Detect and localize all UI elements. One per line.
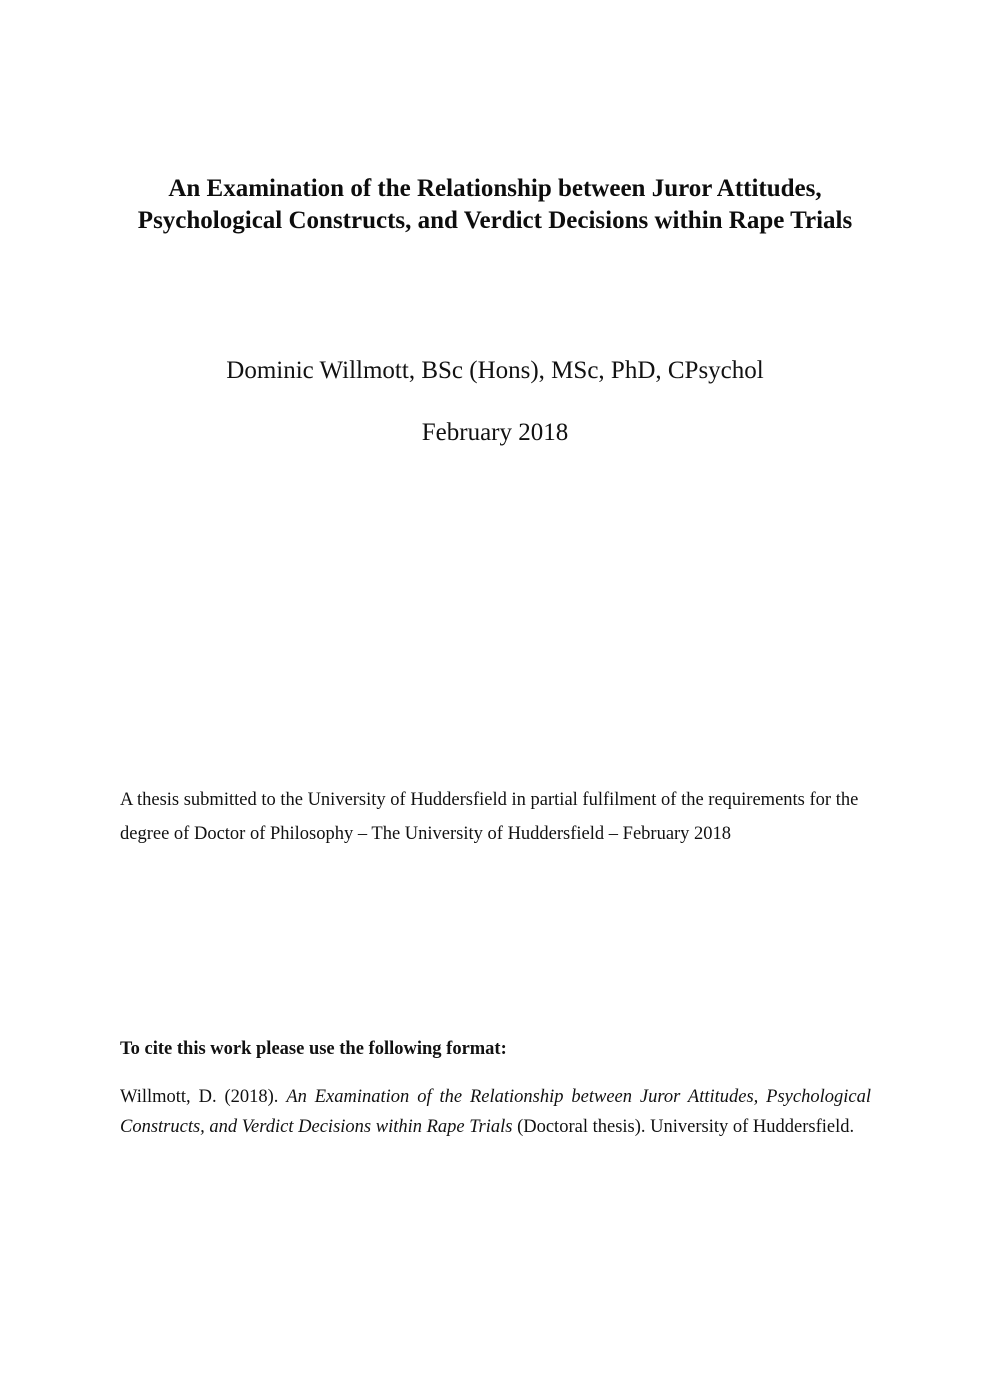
citation-work-type: (Doctoral thesis). University of Huddersfield. bbox=[512, 1116, 855, 1137]
thesis-title: An Examination of the Relationship between Juror Attitudes, Psychological Constructs, and Verdict Decisions within Rape Trials bbox=[137, 175, 853, 234]
citation-heading: To cite this work please use the following format: bbox=[120, 1039, 507, 1059]
submission-date: February 2018 bbox=[421, 419, 569, 446]
citation-work-title: An Examination of the Relationship between Juror Attitudes, Psychological Constructs, and Verdict Decisions within Rape Trials bbox=[120, 1087, 871, 1137]
citation-text bbox=[120, 1083, 871, 1142]
submission-statement: A thesis submitted to the University of Huddersfield in partial fulfilment of the requirements for the degree of Doctor of Philosophy – The University of Huddersfield – February 2018 bbox=[120, 790, 859, 844]
author-credentials: Dominic Willmott, BSc (Hons), MSc, PhD, CPsychol bbox=[226, 357, 764, 384]
citation-author-year: Willmott, D. (2018). bbox=[120, 1087, 287, 1107]
